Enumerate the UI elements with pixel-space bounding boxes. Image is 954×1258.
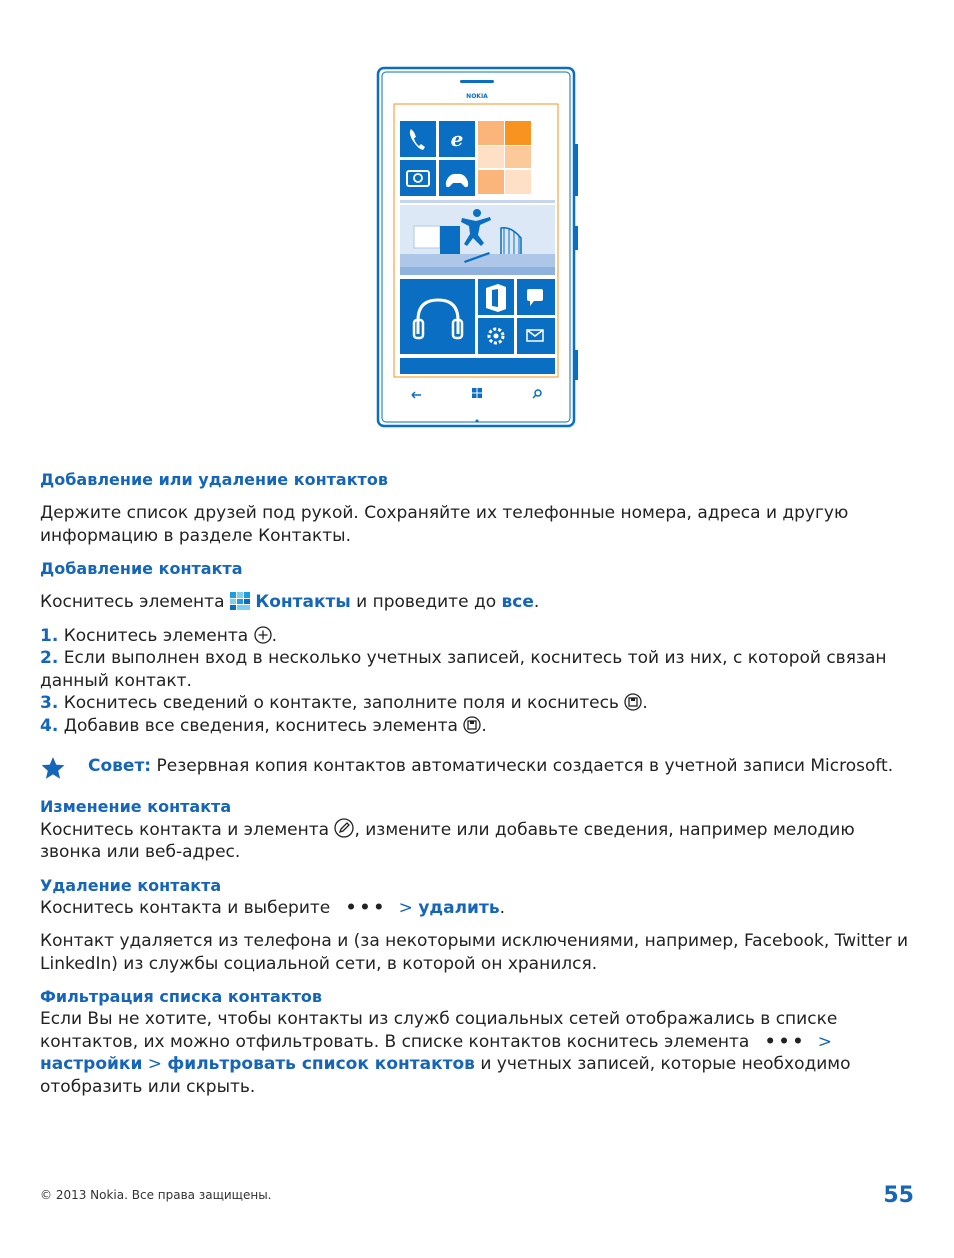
delete-contact-instruction: Коснитесь контакта и выберите ••• > удалить. <box>40 897 505 918</box>
phone-brand: NOKIA <box>466 93 488 100</box>
page-number: 55 <box>883 1183 914 1208</box>
contacts-label: Контакты <box>255 592 351 612</box>
section-intro: Держите список друзей под рукой. Сохраняйте их телефонные номера, адреса и другую информацию в разделе Контакты. <box>40 503 849 546</box>
more-dots-icon: ••• <box>764 1031 807 1052</box>
copyright: © 2013 Nokia. Все права защищены. <box>40 1188 272 1202</box>
filter-instruction: Если Вы не хотите, чтобы контакты из служб социальных сетей отображались в списке контактов, их можно отфильтровать. В списке контактов коснитесь элемента ••• > настройки > фильтровать список контактов и учетных записей, которые необходимо отобразить или скрыть. <box>40 1009 851 1097</box>
step-4: 4. Добавив все сведения, коснитесь элемента . <box>40 715 487 736</box>
internet-explorer-icon: e <box>450 127 464 151</box>
add-icon <box>254 626 272 644</box>
delete-label: удалить <box>418 897 500 918</box>
messaging-icon <box>527 289 543 301</box>
settings-label: настройки <box>40 1054 143 1074</box>
tip-label: Совет: <box>88 756 152 776</box>
manual-content <box>40 469 918 1098</box>
section-heading-filter: Фильтрация списка контактов <box>40 987 323 1006</box>
delete-note: Контакт удаляется из телефона и (за некоторыми исключениями, например, Facebook, Twitter и LinkedIn) из службы социальной сети, в которой он хранился. <box>40 931 909 974</box>
tip-text: Резервная копия контактов автоматически создается в учетной записи Microsoft. <box>156 756 894 776</box>
section-heading-add: Добавление контакта <box>40 559 243 578</box>
section-heading-delete: Удаление контакта <box>40 875 222 895</box>
star-icon <box>40 755 66 781</box>
section-heading-add-remove: Добавление или удаление контактов <box>40 470 388 489</box>
all-label: все <box>501 592 534 612</box>
contacts-tile-icon <box>230 592 250 610</box>
section-heading-edit: Изменение контакта <box>40 796 232 816</box>
save-icon <box>463 716 481 734</box>
phone-illustration <box>376 66 578 430</box>
step-3: 3. Коснитесь сведений о контакте, заполните поля и коснитесь . <box>40 693 648 713</box>
save-icon <box>624 693 642 711</box>
more-dots-icon: ••• <box>345 897 388 918</box>
add-contact-instruction: Коснитесь элемента Контакты и проведите до все. <box>40 592 540 612</box>
filter-contacts-label: фильтровать список контактов <box>167 1054 475 1074</box>
step-1: 1. Коснитесь элемента . <box>40 625 278 646</box>
edit-contact-instruction: Коснитесь контакта и элемента , измените или добавьте сведения, например мелодию звонка или веб-адрес. <box>40 819 855 862</box>
step-2: 2. Если выполнен вход в несколько учетных записей, коснитесь той из них, с которой связан данный контакт. <box>40 648 887 691</box>
edit-icon <box>334 818 354 838</box>
tip-block <box>40 755 918 778</box>
